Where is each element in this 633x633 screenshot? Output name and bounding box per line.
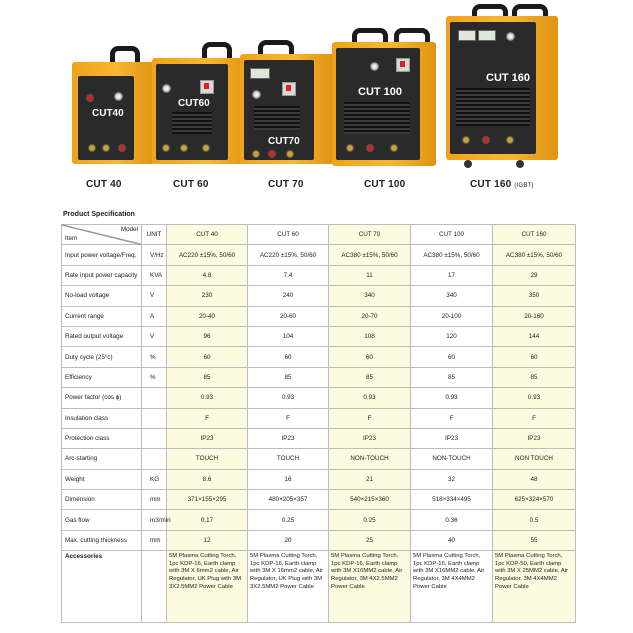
spec-value-cell: 85 [493,367,576,387]
spec-row [62,428,576,448]
spec-row-label: Weight [62,469,142,489]
spec-value-cell: 60 [329,347,411,367]
accessories-cell: 5M Plasma Cutting Torch, 1pc KDP-16, Earth clamp with 3M X 16mm2 cable, Air Regulator, UK Plug with 3M 3X2.5MM2 Power Cable [248,551,329,623]
machine-cut70 [240,40,334,170]
spec-row [62,490,576,510]
machine-cut160 [446,4,558,170]
spec-value-cell: IP23 [167,428,248,448]
spec-row [62,388,576,408]
spec-row-unit: % [142,367,167,387]
spec-value-cell: 0.93 [167,388,248,408]
spec-value-cell: 144 [493,326,576,346]
spec-value-cell: 85 [329,367,411,387]
spec-value-cell: 20-70 [329,306,411,326]
spec-value-cell: TOUCH [167,449,248,469]
spec-value-cell: 240 [248,286,329,306]
machine-cut60 [152,42,250,170]
spec-value-cell: IP23 [329,428,411,448]
spec-value-cell: NON TOUCH [493,449,576,469]
spec-value-cell: AC380 ±15%, 50/60 [329,245,411,265]
spec-value-cell: 0.93 [493,388,576,408]
product-caption-cut160-suffix: (IGBT) [514,183,534,189]
spec-value-cell: 625×324×570 [493,490,576,510]
spec-value-cell: 29 [493,265,576,285]
spec-value-cell: 104 [248,326,329,346]
spec-value-cell: 60 [248,347,329,367]
spec-value-cell: 340 [411,286,493,306]
header-unit: UNIT [142,225,167,245]
spec-value-cell: 20 [248,530,329,550]
spec-value-cell: AC380 ±15%, 50/60 [493,245,576,265]
spec-value-cell: F [411,408,493,428]
spec-value-cell: 25 [329,530,411,550]
spec-value-cell: 0.93 [411,388,493,408]
spec-value-cell: NON-TOUCH [329,449,411,469]
spec-value-cell: 85 [248,367,329,387]
spec-value-cell: 0.93 [248,388,329,408]
spec-row-accessories [62,551,576,623]
machine-panel-label: CUT70 [268,136,300,147]
header-model: Model [120,226,138,233]
header-model-cut100: CUT 100 [411,225,493,245]
spec-value-cell: IP23 [493,428,576,448]
machine-panel-label: CUT 100 [358,86,403,98]
spec-row-label: Dimension [62,490,142,510]
spec-value-cell: NON-TOUCH [411,449,493,469]
spec-value-cell: IP23 [248,428,329,448]
spec-row-unit [142,449,167,469]
spec-row-unit [142,388,167,408]
spec-row [62,510,576,530]
spec-row [62,286,576,306]
spec-row-label: Rated output voltage [62,326,142,346]
spec-value-cell: 0.25 [248,510,329,530]
spec-value-cell: 0.25 [329,510,411,530]
spec-row-unit: mm [142,530,167,550]
spec-row-label: Max. cutting thickness [62,530,142,550]
spec-value-cell: 0.5 [493,510,576,530]
spec-value-cell: AC380 ±15%, 50/60 [411,245,493,265]
accessories-label: Accessories [62,551,142,623]
spec-row [62,367,576,387]
spec-value-cell: AC220 ±15%, 50/60 [248,245,329,265]
spec-row-label: Arc-starting [62,449,142,469]
spec-value-cell: 0.36 [411,510,493,530]
spec-value-cell: 371×155×295 [167,490,248,510]
spec-value-cell: F [493,408,576,428]
spec-value-cell: 230 [167,286,248,306]
spec-row [62,347,576,367]
product-caption-cut60: CUT 60 [173,179,209,190]
spec-value-cell: 21 [329,469,411,489]
spec-value-cell: 480×205×357 [248,490,329,510]
spec-value-cell: 20-100 [411,306,493,326]
spec-row [62,245,576,265]
spec-row [62,469,576,489]
accessories-cell: 5M Plasma Cutting Torch, 1pc KDP-16, Earth clamp with 3M X 6mm2 cable, Air Regulator, UK Plug with 3M 3X2.5MM2 Power Cable [167,551,248,623]
machine-panel-label: CUT40 [92,108,124,119]
header-item: Item [65,235,78,243]
spec-value-cell: 0.93 [329,388,411,408]
spec-value-cell: 0.17 [167,510,248,530]
spec-row [62,326,576,346]
spec-row-label: Gas flow [62,510,142,530]
spec-title: Product Specification [63,211,135,218]
spec-row-unit: V [142,286,167,306]
spec-value-cell: 350 [493,286,576,306]
spec-value-cell: 12 [167,530,248,550]
spec-value-cell: 48 [493,469,576,489]
accessories-cell: 5M Plasma Cutting Torch, 1pc KDP-16, Earth clamp with 3M X16MM2 cable, Air Regulator, 3M 4X4MM2 Power Cable [411,551,493,623]
spec-row-label: Current range [62,306,142,326]
spec-row-label: No-load voltage [62,286,142,306]
spec-row [62,306,576,326]
machine-panel-label: CUT 160 [486,72,531,84]
spec-row-label: Rate input power capacity [62,265,142,285]
spec-value-cell: 96 [167,326,248,346]
accessories-cell: 5M Plasma Cutting Torch, 1pc KDP-50, Earth clamp with 3M X 25MM2 cable, Air Regulator, 3M 4X4MM2 Power Cable [493,551,576,623]
spec-value-cell: 340 [329,286,411,306]
spec-row-label: Insulation class [62,408,142,428]
spec-value-cell: 108 [329,326,411,346]
spec-value-cell: 11 [329,265,411,285]
spec-row-unit: A [142,306,167,326]
spec-value-cell: F [248,408,329,428]
spec-value-cell: 7.4 [248,265,329,285]
machine-panel-label: CUT60 [178,98,210,109]
spec-row [62,530,576,550]
spec-value-cell: 120 [411,326,493,346]
spec-header-row [62,225,576,245]
spec-value-cell: F [329,408,411,428]
spec-row-label: Input power voltage/Freq. [62,245,142,265]
spec-row-label: Efficiency [62,367,142,387]
accessories-cell: 5M Plasma Cutting Torch, 1pc KDP-16, Earth clamp with 3M X16MM2 cable, Air Regulator, 3M 4X2.5MM2 Power Cable [329,551,411,623]
spec-row [62,265,576,285]
spec-value-cell: F [167,408,248,428]
spec-row [62,449,576,469]
spec-row-unit: mm [142,490,167,510]
spec-value-cell: 60 [493,347,576,367]
spec-row-unit: KVA [142,265,167,285]
product-caption-cut40: CUT 40 [86,179,122,190]
spec-value-cell: 8.6 [167,469,248,489]
spec-row-unit: V [142,326,167,346]
spec-value-cell: 17 [411,265,493,285]
spec-row-unit: % [142,347,167,367]
spec-row-unit: m3/min [142,510,167,530]
product-caption-cut160 [470,179,534,190]
machine-cut100 [332,28,436,170]
spec-value-cell: 60 [167,347,248,367]
spec-value-cell: 85 [167,367,248,387]
spec-value-cell: IP23 [411,428,493,448]
header-model-cut60: CUT 60 [248,225,329,245]
spec-value-cell: 4.8 [167,265,248,285]
spec-value-cell: 20-160 [493,306,576,326]
spec-value-cell: 20-60 [248,306,329,326]
header-model-cut160: CUT 160 [493,225,576,245]
spec-value-cell: 540×215×360 [329,490,411,510]
spec-row-label: Protection class [62,428,142,448]
product-photo-strip [0,0,633,200]
spec-body [62,245,576,623]
spec-row-unit [142,428,167,448]
header-model-cut40: CUT 40 [167,225,248,245]
spec-value-cell: 60 [411,347,493,367]
spec-row-unit [142,408,167,428]
machine-cut40 [72,46,154,170]
spec-value-cell: TOUCH [248,449,329,469]
header-item-model-cell [62,225,142,245]
spec-value-cell: 40 [411,530,493,550]
spec-value-cell: 32 [411,469,493,489]
spec-value-cell: AC220 ±15%, 50/60 [167,245,248,265]
product-caption-cut160-text: CUT 160 [470,179,512,190]
spec-row-label: Power factor (cos ϕ) [62,388,142,408]
spec-row-unit: KG [142,469,167,489]
product-caption-cut100: CUT 100 [364,179,406,190]
product-caption-cut70: CUT 70 [268,179,304,190]
accessories-unit [142,551,167,623]
spec-table [61,224,576,623]
spec-value-cell: 16 [248,469,329,489]
header-model-cut70: CUT 70 [329,225,411,245]
spec-value-cell: 55 [493,530,576,550]
spec-row [62,408,576,428]
spec-value-cell: 20-40 [167,306,248,326]
spec-row-unit: V/Hz [142,245,167,265]
spec-value-cell: 85 [411,367,493,387]
spec-value-cell: 518×334×495 [411,490,493,510]
spec-row-label: Duty cycle (25°c) [62,347,142,367]
